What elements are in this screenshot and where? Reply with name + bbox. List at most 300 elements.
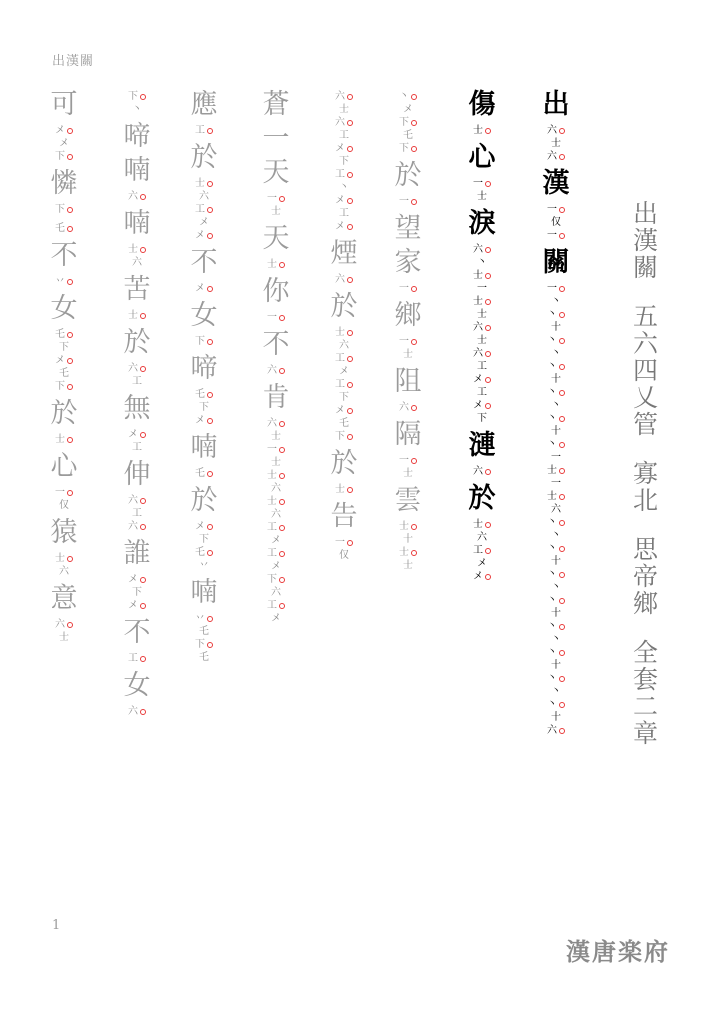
notation-mark [399,454,417,467]
beat-dot-icon [279,315,285,321]
notation-mark [473,570,491,583]
notation-symbol: メ [335,195,345,206]
notation-symbol: 六 [399,402,409,413]
notation-symbol: メ [195,521,205,532]
notation-mark [271,482,281,495]
beat-dot-icon [347,382,353,388]
beat-dot-icon [67,384,73,390]
notation-group [335,536,353,562]
score-column [117,88,157,722]
notation-mark [128,494,146,507]
beat-dot-icon [559,494,565,500]
notation-mark [339,129,349,142]
lyric-char: 蒼 [262,89,290,120]
notation-symbol: 工 [339,130,349,141]
notation-symbol: 士 [339,104,349,115]
lyric-char: 不 [123,617,151,648]
beat-dot-icon [347,277,353,283]
lyric-char: 苦 [123,274,151,305]
notation-mark [55,275,73,288]
notation-mark [335,116,353,129]
notation-mark [399,546,417,559]
beat-dot-icon [347,172,353,178]
notation-symbol: メ [128,429,138,440]
beat-dot-icon [279,551,285,557]
notation-group [55,618,73,644]
beat-dot-icon [559,207,565,213]
notation-mark [335,378,353,391]
notation-mark [473,465,491,478]
notation-mark [132,256,142,269]
notation-mark [128,428,146,441]
notation-symbol: 下 [195,336,205,347]
score-column [184,88,224,668]
beat-dot-icon [279,196,285,202]
notation-symbol: 士 [267,496,277,507]
notation-group [335,90,353,233]
lyric-char: 喃 [123,155,151,186]
notation-mark [335,220,353,233]
title-note: 全套二章 [629,639,659,747]
notation-mark [271,560,281,573]
notation-mark [271,205,281,218]
notation-symbol: 士 [403,468,413,479]
notation-symbol: 士 [477,335,487,346]
notation-symbol: 十 [551,712,561,723]
notation-symbol: メ [271,613,281,624]
notation-mark [473,399,491,412]
beat-dot-icon [559,286,565,292]
notation-symbol: 士 [403,349,413,360]
notation-mark [55,124,73,137]
beat-dot-icon [207,418,213,424]
notation-symbol: 六 [59,566,69,577]
beat-dot-icon [559,650,565,656]
notation-mark [473,243,491,256]
lyric-char: 心 [468,142,496,173]
notation-symbol: 丶 [547,517,557,528]
notation-symbol: 士 [128,244,138,255]
notation-mark [199,216,209,229]
notation-symbol: メ [335,143,345,154]
notation-mark [59,367,69,380]
notation-group [195,335,213,348]
notation-symbol: 士 [473,519,483,530]
notation-mark [551,633,561,646]
notation-mark [55,552,73,565]
beat-dot-icon [207,616,213,622]
lyric-char: 於 [330,448,358,479]
beat-dot-icon [140,498,146,504]
lyric-char: 淚 [468,208,496,239]
notation-mark [335,326,353,339]
beat-dot-icon [485,522,491,528]
notation-mark [551,137,561,150]
beat-dot-icon [140,709,146,715]
notation-symbol: 一 [547,204,557,215]
beat-dot-icon [559,676,565,682]
notation-mark [128,573,146,586]
lyric-char: 誰 [123,538,151,569]
notation-symbol: 六 [551,504,561,515]
notation-mark [128,309,146,322]
notation-symbol: 一 [267,444,277,455]
notation-mark [551,529,561,542]
notation-symbol: 六 [335,274,345,285]
notation-symbol: 丶 [547,543,557,554]
notation-mark [335,90,353,103]
notation-symbol: 丶 [551,582,561,593]
notation-mark [199,401,209,414]
notation-symbol: 丶 [547,699,557,710]
notation-symbol: 下 [477,413,487,424]
lyric-char: 伸 [123,459,151,490]
notation-mark [403,348,413,361]
notation-mark [547,150,565,163]
notation-group [399,520,417,572]
lyric-char: 啼 [190,353,218,384]
page-header: 出漢關 [52,54,95,69]
score-column [44,88,84,648]
notation-symbol: 丶 [551,296,561,307]
notation-group [473,124,491,137]
beat-dot-icon [559,128,565,134]
notation-group [55,203,73,216]
beat-dot-icon [559,598,565,604]
notation-symbol: 一 [335,537,345,548]
publisher-seal: 漢唐楽府 [566,937,670,966]
beat-dot-icon [347,224,353,230]
notation-mark [267,573,285,586]
notation-symbol: 六 [335,117,345,128]
notation-group [195,282,213,295]
notation-mark [132,586,142,599]
lyric-char: 女 [123,670,151,701]
lyric-char: 傷 [468,89,496,120]
beat-dot-icon [140,194,146,200]
notation-symbol: 乇 [59,368,69,379]
beat-dot-icon [279,368,285,374]
notation-group [473,465,491,478]
notation-mark [128,190,146,203]
notation-symbol: 下 [59,342,69,353]
beat-dot-icon [485,181,491,187]
score-title-block [624,200,664,769]
notation-group [195,467,213,480]
notation-mark [195,229,213,242]
notation-symbol: 六 [271,587,281,598]
beat-dot-icon [559,728,565,734]
notation-symbol: 工 [195,204,205,215]
notation-mark [267,547,285,560]
lyric-char: 喃 [123,208,151,239]
beat-dot-icon [347,356,353,362]
beat-dot-icon [559,364,565,370]
notation-symbol: 丶 [547,309,557,320]
notation-group [547,282,565,737]
notation-mark [199,533,209,546]
lyric-char: 漢 [542,168,570,199]
notation-mark [55,380,73,393]
notation-mark [403,533,413,546]
notation-symbol: 工 [128,653,138,664]
notation-group [55,222,73,235]
notation-symbol: 一 [267,312,277,323]
notation-mark [473,544,491,557]
notation-symbol: 六 [128,495,138,506]
notation-mark [547,672,565,685]
beat-dot-icon [140,94,146,100]
notation-symbol: 六 [267,418,277,429]
beat-dot-icon [485,128,491,134]
beat-dot-icon [411,120,417,126]
notation-symbol: メ [195,283,205,294]
notation-mark [551,347,561,360]
notation-symbol: 下 [132,587,142,598]
notation-mark [473,295,491,308]
notation-symbol: 六 [547,151,557,162]
beat-dot-icon [559,546,565,552]
notation-mark [551,295,561,308]
lyric-char: 憐 [50,168,78,199]
notation-group [195,520,213,572]
notation-mark [59,631,69,644]
beat-dot-icon [347,540,353,546]
notation-mark [477,360,487,373]
beat-dot-icon [411,405,417,411]
notation-symbol: 六 [547,725,557,736]
notation-symbol: メ [195,415,205,426]
beat-dot-icon [485,403,491,409]
notation-mark [477,282,487,295]
lyric-char: 女 [190,300,218,331]
score-column [388,88,428,576]
notation-group [55,433,73,446]
notation-symbol: 工 [473,545,483,556]
notation-mark [473,124,491,137]
notation-symbol: メ [403,104,413,115]
lyric-char: 於 [190,485,218,516]
notation-symbol: 工 [132,376,142,387]
notation-mark [473,347,491,360]
lyric-char: 於 [394,160,422,191]
notation-mark [128,243,146,256]
notation-symbol: 士 [551,138,561,149]
notation-symbol: 工 [267,600,277,611]
notation-symbol: 六 [473,466,483,477]
beat-dot-icon [207,471,213,477]
notation-symbol: 士 [267,259,277,270]
notation-group [128,573,146,612]
notation-symbol: 六 [271,509,281,520]
notation-symbol: メ [473,374,483,385]
notation-mark [267,599,285,612]
beat-dot-icon [485,325,491,331]
beat-dot-icon [140,366,146,372]
notation-symbol: 丶 [551,634,561,645]
notation-symbol: 六 [547,125,557,136]
notation-mark [547,203,565,216]
notation-symbol: 丶 [547,673,557,684]
notation-symbol: 士 [473,270,483,281]
notation-group [335,483,353,496]
notation-symbol: メ [335,405,345,416]
beat-dot-icon [140,524,146,530]
lyric-char: 意 [50,583,78,614]
notation-symbol: 士 [195,178,205,189]
notation-mark [551,581,561,594]
notation-mark [339,417,349,430]
notation-mark [128,520,146,533]
notation-symbol: 丶 [551,686,561,697]
beat-dot-icon [67,128,73,134]
lyric-char: 可 [50,89,78,120]
notation-mark [547,124,565,137]
notation-mark [271,612,281,625]
notation-mark [547,282,565,295]
notation-symbol: 十 [551,608,561,619]
beat-dot-icon [279,603,285,609]
notation-group [473,177,491,203]
notation-group [335,273,353,286]
notation-mark [199,651,209,664]
beat-dot-icon [347,198,353,204]
beat-dot-icon [559,520,565,526]
notation-mark [547,308,565,321]
notation-group [399,335,417,361]
notation-symbol: 下 [55,151,65,162]
lyric-char: 肯 [262,382,290,413]
notation-symbol: 工 [335,353,345,364]
notation-symbol: メ [335,221,345,232]
notation-mark [55,222,73,235]
notation-group [55,275,73,288]
notation-mark [199,625,209,638]
notation-symbol: 下 [335,431,345,442]
notation-mark [195,414,213,427]
notation-symbol: 六 [128,706,138,717]
lyric-char: 阻 [394,366,422,397]
notation-symbol: 丶 [547,439,557,450]
notation-symbol: 丶 [477,257,487,268]
lyric-char: 喃 [190,577,218,608]
score-column [256,88,296,629]
notation-mark [132,103,142,116]
notation-symbol: 工 [339,208,349,219]
notation-mark [339,365,349,378]
notation-mark [335,404,353,417]
notation-mark [195,638,213,651]
lyric-char: 不 [50,240,78,271]
lyric-char: 一 [262,123,290,154]
notation-mark [128,90,146,103]
beat-dot-icon [485,247,491,253]
notation-group [267,192,285,218]
beat-dot-icon [559,312,565,318]
score-column [536,88,576,741]
beat-dot-icon [207,339,213,345]
notation-mark [335,352,353,365]
notation-mark [547,386,565,399]
notation-symbol: 工 [267,522,277,533]
notation-symbol: 六 [473,244,483,255]
beat-dot-icon [140,656,146,662]
score-column [324,88,364,566]
notation-group [128,243,146,269]
beat-dot-icon [140,313,146,319]
beat-dot-icon [279,499,285,505]
notation-symbol: 十 [403,534,413,545]
beat-dot-icon [485,273,491,279]
notation-symbol: メ [128,574,138,585]
notation-mark [195,335,213,348]
beat-dot-icon [411,458,417,464]
notation-symbol: 士 [267,470,277,481]
lyric-char: 家 [394,247,422,278]
notation-symbol: 仅 [551,217,561,228]
notation-symbol: 工 [132,442,142,453]
notation-mark [399,195,417,208]
notation-symbol: メ [199,217,209,228]
notation-mark [335,430,353,443]
notation-symbol: 六 [132,257,142,268]
notation-symbol: 一 [267,193,277,204]
notation-mark [195,388,213,401]
notation-mark [473,518,491,531]
notation-group [128,494,146,533]
notation-mark [55,354,73,367]
notation-symbol: 士 [271,206,281,217]
notation-symbol: 一 [477,283,487,294]
notation-group [128,428,146,454]
beat-dot-icon [207,392,213,398]
beat-dot-icon [67,490,73,496]
lyric-char: 於 [123,327,151,358]
notation-mark [551,607,561,620]
notation-mark [335,536,353,549]
notation-group [399,195,417,208]
beat-dot-icon [411,339,417,345]
notation-symbol: 一 [547,230,557,241]
notation-symbol: メ [59,138,69,149]
beat-dot-icon [207,128,213,134]
beat-dot-icon [279,525,285,531]
notation-mark [551,711,561,724]
notation-symbol: 乇 [195,389,205,400]
notation-mark [267,192,285,205]
notation-symbol: 下 [339,156,349,167]
score-column [462,88,502,587]
lyric-char: 天 [262,157,290,188]
notation-symbol: 丶 [399,91,409,102]
notation-symbol: 一 [473,178,483,189]
lyric-char: 無 [123,393,151,424]
title-name: 出漢關 [629,200,659,281]
notation-mark [547,229,565,242]
notation-group [128,190,146,203]
notation-symbol: 六 [128,191,138,202]
notation-mark [547,490,565,503]
notation-mark [132,507,142,520]
notation-symbol: 仅 [339,550,349,561]
notation-symbol: 丶 [551,348,561,359]
notation-symbol: 乇 [339,418,349,429]
notation-mark [132,375,142,388]
lyric-char: 你 [262,276,290,307]
notation-symbol: 丶 [547,621,557,632]
beat-dot-icon [279,473,285,479]
notation-symbol: メ [55,355,65,366]
